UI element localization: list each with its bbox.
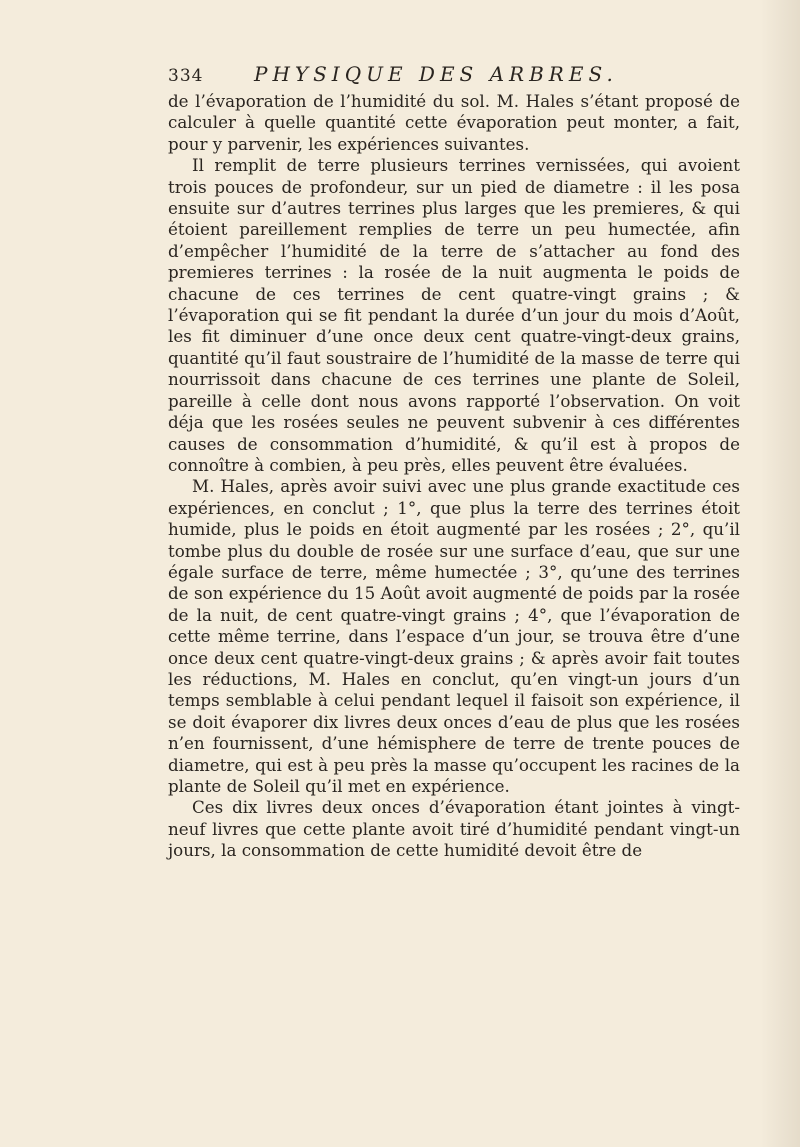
paragraph: M. Hales, après avoir suivi avec une plus grande exactitude ces expériences, en conclut ; 1°, que plus la terre des terrines étoit humide, plus le poids en étoit augmenté par les rosées ; 2°, qu’il tombe plus du double de rosée sur une surface d’eau, que sur une égale surface de terre, même humectée ; 3°, qu’une des terrines de son expérience du 15 Août avoit augmenté de poids par la rosée de la nuit, de cent quatre-vingt grains ; 4°, que l’évaporation de cette même terrine, dans l’espace d’un jour, se trouva être d’une once deux cent quatre-vingt-deux grains ; & après avoir fait toutes les réductions, M. Hales en conclut, qu’en vingt-un jours d’un temps semblable à celui pendant lequel il faisoit son expérience, il se doit évaporer dix livres deux onces d’eau de plus que les rosées n’en fournissent, d’une hémisphere de terre de trente pouces de diametre, qui est à peu près la masse qu’occupent les racines de la plante de Soleil qu’il met en expérience. — [168, 476, 740, 796]
body-text — [168, 91, 740, 862]
paragraph: Ces dix livres deux onces d’évaporation étant jointes à vingt-neuf livres que cette plante avoit tiré d’humidité pendant vingt-un jours, la consommation de cette humidité devoit être de — [168, 797, 740, 861]
paragraph: de l’évaporation de l’humidité du sol. M. Hales s’étant proposé de calculer à quelle quantité cette évaporation peut monter, a fait, pour y parvenir, les expériences suivantes. — [168, 91, 740, 154]
paragraph: Il remplit de terre plusieurs terrines vernissées, qui avoient trois pouces de profondeur, sur un pied de diametre : il les posa ensuite sur d’autres terrines plus larges que les premieres, & qui étoient pareillement remplies de terre un peu humectée, afin d’empêcher l’humidité de la terre de s’attacher au fond des premieres terrines : la rosée de la nuit augmenta le poids de chacune de ces terrines de cent quatre-vingt grains ; & l’évaporation qui se fit pendant la durée d’un jour du mois d’Août, les fit diminuer d’une once deux cent quatre-vingt-deux grains, quantité qu’il faut soustraire de l’humidité de la masse de terre qui nourrissoit dans chacune de ces terrines une plante de Soleil, pareille à celle dont nous avons rapporté l’observation. On voit déja que les rosées seules ne peuvent subvenir à ces différentes causes de consommation d’humidité, & qu’il est à propos de connoître à combien, à peu près, elles peuvent être évaluées. — [168, 155, 740, 475]
page-header — [168, 62, 748, 92]
running-title: PHYSIQUE DES ARBRES. — [254, 62, 618, 86]
page-number: 334 — [168, 66, 204, 86]
